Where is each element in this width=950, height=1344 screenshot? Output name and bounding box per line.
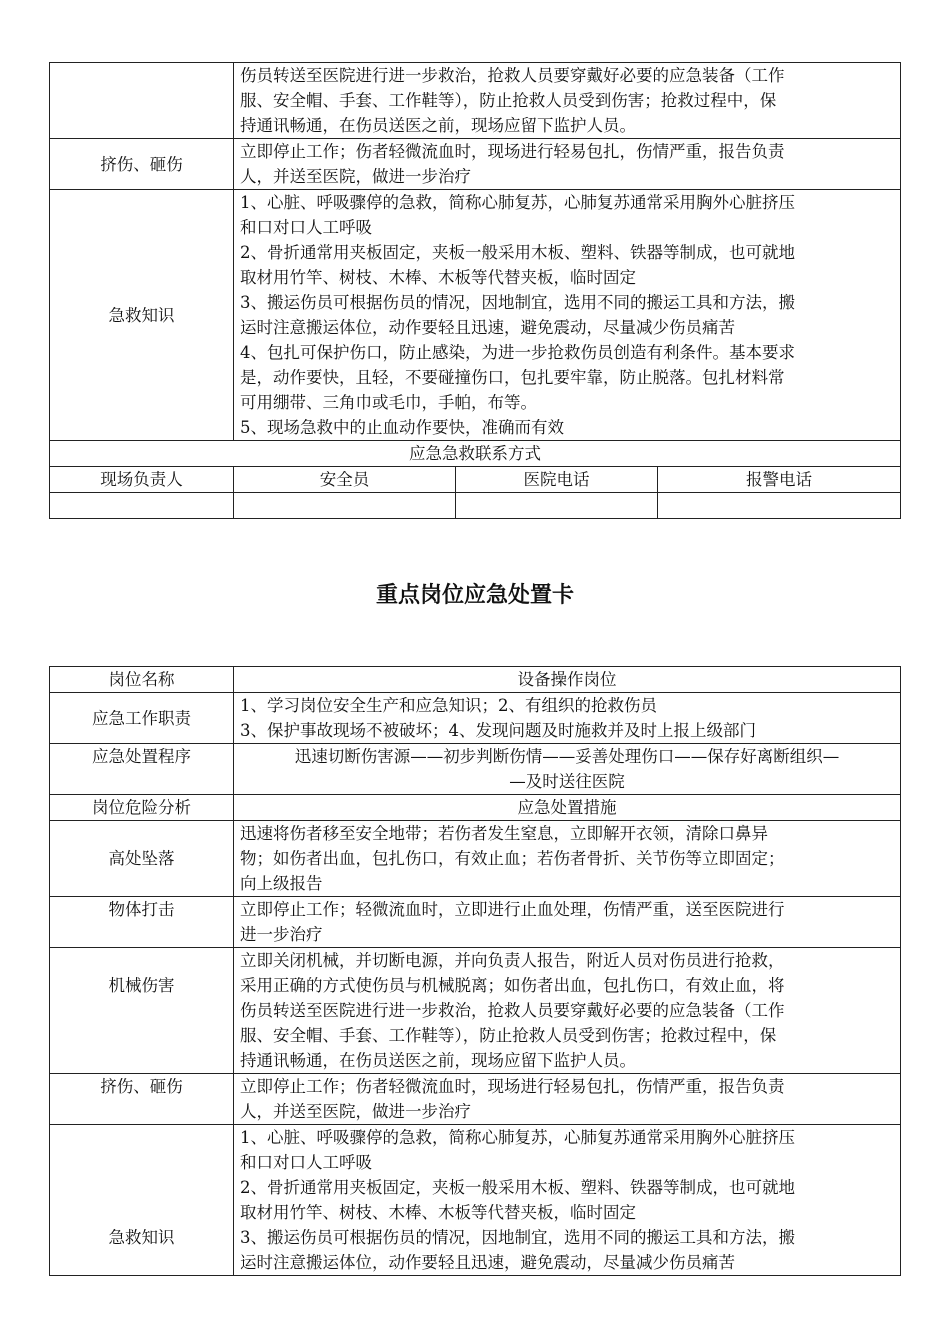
page-title: 重点岗位应急处置卡 [375, 583, 574, 608]
text-line: 伤员转送至医院进行进一步救治，抢救人员要穿戴好必要的应急装备（工作 [240, 1001, 785, 1020]
text-line: 取材用竹竿、树枝、木棒、木板等代替夹板，临时固定 [240, 268, 636, 287]
text-line: 迅速切断伤害源——初步判断伤情——妥善处理伤口——保存好离断组织— [294, 747, 840, 766]
measure-label: 应急处置措施 [234, 795, 901, 821]
category-cell: 物体打击 [50, 897, 234, 948]
contact-label-hospital-phone: 医院电话 [456, 467, 658, 493]
contact-value-hospital-phone [456, 493, 658, 519]
text-line: 可用绷带、三角巾或毛巾，手帕，布等。 [240, 393, 537, 412]
contact-header: 应急急救联系方式 [50, 441, 901, 467]
table-row [50, 821, 901, 897]
procedure-label: 应急处置程序 [50, 744, 234, 795]
table-row [50, 693, 901, 744]
contact-header-row [50, 441, 901, 467]
measure-cell [234, 897, 901, 948]
text-line: 3、搬运伤员可根据伤员的情况，因地制宜，选用不同的搬运工具和方法，搬 [240, 1228, 795, 1247]
contact-value-row [50, 493, 901, 519]
text-line: 和口对口人工呼吸 [240, 1153, 372, 1172]
category-cell: 高处坠落 [50, 821, 234, 897]
text-line: 立即停止工作；轻微流血时，立即进行止血处理，伤情严重，送至医院进行 [240, 900, 785, 919]
table-row [50, 667, 901, 693]
contact-value-police-phone [658, 493, 901, 519]
table-row [50, 1125, 901, 1276]
text-line: —及时送往医院 [509, 772, 625, 791]
duty-cell [234, 693, 901, 744]
text-line: 服、安全帽、手套、工作鞋等），防止抢救人员受到伤害；抢救过程中，保 [240, 91, 777, 110]
contact-value-safety-officer [234, 493, 456, 519]
post-name-label: 岗位名称 [50, 667, 234, 693]
text-line: 取材用竹竿、树枝、木棒、木板等代替夹板，临时固定 [240, 1203, 636, 1222]
post-name-value: 设备操作岗位 [234, 667, 901, 693]
text-line: 进一步治疗 [240, 925, 323, 944]
table-row [50, 744, 901, 795]
risk-label: 岗位危险分析 [50, 795, 234, 821]
contact-label-police-phone: 报警电话 [658, 467, 901, 493]
table-row [50, 897, 901, 948]
measure-cell [234, 821, 901, 897]
measure-cell [234, 139, 901, 190]
measure-cell [234, 948, 901, 1074]
duty-label: 应急工作职责 [50, 693, 234, 744]
first-aid-table [49, 62, 901, 519]
text-line: 3、搬运伤员可根据伤员的情况，因地制宜，选用不同的搬运工具和方法，搬 [240, 293, 795, 312]
text-line: 5、现场急救中的止血动作要快，准确而有效 [240, 418, 564, 437]
emergency-card-table [49, 666, 901, 1276]
table-row [50, 1074, 901, 1125]
text-line: 人，并送至医院，做进一步治疗 [240, 167, 471, 186]
category-cell [50, 63, 234, 139]
text-line: 服、安全帽、手套、工作鞋等），防止抢救人员受到伤害；抢救过程中，保 [240, 1026, 777, 1045]
measure-cell [234, 190, 901, 441]
table-row [50, 139, 901, 190]
text-line: 3、保护事故现场不被破坏；4、发现问题及时施救并及时上报上级部门 [240, 721, 756, 740]
contact-label-safety-officer: 安全员 [234, 467, 456, 493]
text-line: 向上级报告 [240, 874, 323, 893]
text-line: 持通讯畅通，在伤员送医之前，现场应留下监护人员。 [240, 116, 636, 135]
category-cell: 急救知识 [50, 190, 234, 441]
text-line: 迅速将伤者移至安全地带；若伤者发生窒息，立即解开衣领，清除口鼻异 [240, 824, 768, 843]
text-line: 1、心脏、呼吸骤停的急救，简称心肺复苏，心肺复苏通常采用胸外心脏挤压 [240, 1128, 795, 1147]
text-line: 是，动作要快，且轻，不要碰撞伤口，包扎要牢靠，防止脱落。包扎材料常 [240, 368, 785, 387]
table-row [50, 948, 901, 1074]
text-line: 人，并送至医院，做进一步治疗 [240, 1102, 471, 1121]
table-row [50, 795, 901, 821]
text-line: 持通讯畅通，在伤员送医之前，现场应留下监护人员。 [240, 1051, 636, 1070]
text-line: 2、骨折通常用夹板固定，夹板一般采用木板、塑料、铁器等制成，也可就地 [240, 243, 795, 262]
text-line: 采用正确的方式使伤员与机械脱离；如伤者出血，包扎伤口，有效止血，将 [240, 976, 785, 995]
measure-cell [234, 1074, 901, 1125]
text-line: 1、心脏、呼吸骤停的急救，简称心肺复苏，心肺复苏通常采用胸外心脏挤压 [240, 193, 795, 212]
category-cell: 急救知识 [50, 1125, 234, 1276]
measure-cell [234, 63, 901, 139]
text-line: 和口对口人工呼吸 [240, 218, 372, 237]
category-cell: 挤伤、砸伤 [50, 139, 234, 190]
category-cell: 挤伤、砸伤 [50, 1074, 234, 1125]
table-row [50, 190, 901, 441]
text-line: 伤员转送至医院进行进一步救治，抢救人员要穿戴好必要的应急装备（工作 [240, 66, 785, 85]
contact-label-site-leader: 现场负责人 [50, 467, 234, 493]
text-line: 1、学习岗位安全生产和应急知识；2、有组织的抢救伤员 [240, 696, 657, 715]
text-line: 立即关闭机械，并切断电源，并向负责人报告，附近人员对伤员进行抢救， [240, 951, 785, 970]
text-line: 立即停止工作；伤者轻微流血时，现场进行轻易包扎，伤情严重，报告负责 [240, 142, 785, 161]
text-line: 4、包扎可保护伤口，防止感染，为进一步抢救伤员创造有利条件。基本要求 [240, 343, 795, 362]
contact-value-site-leader [50, 493, 234, 519]
category-cell: 机械伤害 [50, 948, 234, 1074]
text-line: 2、骨折通常用夹板固定，夹板一般采用木板、塑料、铁器等制成，也可就地 [240, 1178, 795, 1197]
contact-label-row [50, 467, 901, 493]
procedure-cell [234, 744, 901, 795]
text-line: 运时注意搬运体位，动作要轻且迅速，避免震动，尽量减少伤员痛苦 [240, 1253, 735, 1272]
text-line: 运时注意搬运体位，动作要轻且迅速，避免震动，尽量减少伤员痛苦 [240, 318, 735, 337]
text-line: 立即停止工作；伤者轻微流血时，现场进行轻易包扎，伤情严重，报告负责 [240, 1077, 785, 1096]
measure-cell [234, 1125, 901, 1276]
text-line: 物；如伤者出血，包扎伤口，有效止血；若伤者骨折、关节伤等立即固定； [240, 849, 785, 868]
table-row [50, 63, 901, 139]
